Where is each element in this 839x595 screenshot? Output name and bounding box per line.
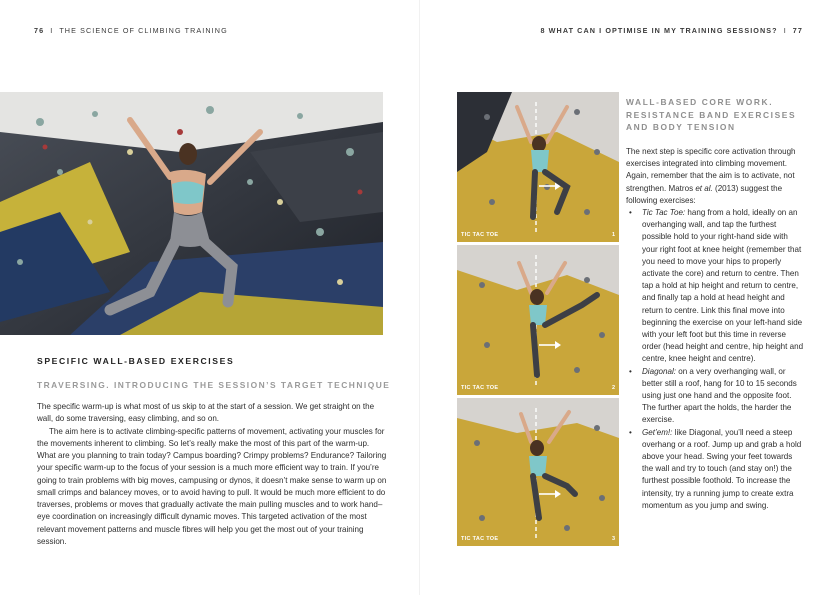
subsection-heading: TRAVERSING. INTRODUCING THE SESSION’S TARGET TECHNIQUE	[37, 380, 391, 390]
core-work-heading: WALL-BASED CORE WORK. RESISTANCE BAND EXERCISES AND BODY TENSION	[626, 97, 797, 132]
exercise-name: Diagonal:	[642, 366, 676, 376]
left-body-text	[37, 401, 387, 548]
section-heading: SPECIFIC WALL-BASED EXERCISES	[37, 356, 235, 366]
climbing-wall-illustration	[0, 92, 383, 335]
intro-text: The next step is specific core activation through exercises integrated into climbing movement. Again, remember that the aim is to activate, not strengthen. Matros	[626, 147, 796, 193]
intro-text-end: (2013) suggest the following exercises:	[626, 183, 783, 205]
exercise-name: Get’em!:	[642, 427, 673, 437]
photo-number: 3	[611, 536, 615, 542]
right-running-header	[540, 26, 803, 35]
photo-caption: TIC TAC TOE	[461, 536, 499, 542]
paragraph: The specific warm-up is what most of us skip to at the start of a session. We get straight on the wall, do some traversing, easy climbing, and so on.	[37, 402, 375, 424]
tic-tac-toe-illustration-2	[457, 245, 619, 395]
list-item	[626, 207, 804, 366]
photo-caption: TIC TAC TOE	[461, 232, 499, 238]
left-running-header	[34, 26, 228, 35]
right-page-number: 77	[792, 26, 803, 35]
photo-number: 2	[611, 385, 615, 391]
photo-number: 1	[611, 232, 615, 238]
list-item	[626, 366, 804, 427]
header-separator: I	[783, 26, 787, 35]
book-spine	[419, 0, 420, 595]
paragraph: The aim here is to activate climbing-specific patterns of movement, activating your muscles for the movements inherent to climbing. So let’s really make the most of this part of the warm-up. What are you planning to train today? Campus boarding? Crimpy problems? Endurance? Tailoring your specific warm-up to the focus of your session is a much more efficient way to train. If you’re going to train problems with big moves, campusing or dynos, it doesn’t make sense to warm up on small crimps and balancey moves, or to avoid having to pull. It would be much more efficient to do traverses, problems or moves that gradually activate the main pulling muscles and to work hand–eye coordination on increasingly difficult dynamic moves. This targeted activation of the most relevant movement patterns and muscle fibres will help you get the most out of your training session.	[37, 426, 387, 546]
exercise-photo-1	[457, 92, 619, 242]
exercise-list	[626, 207, 804, 512]
left-page-number: 76	[34, 26, 45, 35]
et-al: et al.	[695, 183, 713, 193]
list-item	[626, 427, 804, 512]
tic-tac-toe-illustration-3	[457, 398, 619, 546]
chapter-title: 8 WHAT CAN I OPTIMISE IN MY TRAINING SESSIONS?	[540, 26, 778, 35]
book-title: THE SCIENCE OF CLIMBING TRAINING	[59, 26, 228, 35]
exercise-description: on a very overhanging wall, or better still a roof, hang for 10 to 15 seconds using just one hand and the opposite foot. The further apart the holds, the harder the exercise.	[642, 366, 797, 425]
exercise-photo-2	[457, 245, 619, 395]
exercise-description: like Diagonal, you’ll need a steep overhang or a roof. Jump up and grab a hold above your head. Swing your feet towards the wall and try to touch (and stay on!) the furthest possible foothold. To increase the intensity, try a running jump to create extra momentum as you jump and swing.	[642, 427, 802, 510]
header-separator: I	[50, 26, 54, 35]
tic-tac-toe-illustration-1	[457, 92, 619, 242]
right-body-text	[626, 146, 804, 512]
intro-paragraph	[626, 146, 804, 207]
climber-photo	[0, 92, 383, 335]
exercise-description: hang from a hold, ideally on an overhanging wall, and tap the furthest possible hold to your right-hand side with your right foot at knee height (remember that you need to move your hips to properly activate the core) and return to centre. Then tap a hold at hip height and return to centre, and finally tap a hold at head height and return to centre. Link this final move into beginning the exercise on your left-hand side with your left foot but this time in reverse order (head height and centre, hip height and centre, knee height and centre).	[642, 208, 804, 364]
photo-caption: TIC TAC TOE	[461, 385, 499, 391]
exercise-name: Tic Tac Toe:	[642, 208, 686, 218]
exercise-photo-3	[457, 398, 619, 546]
